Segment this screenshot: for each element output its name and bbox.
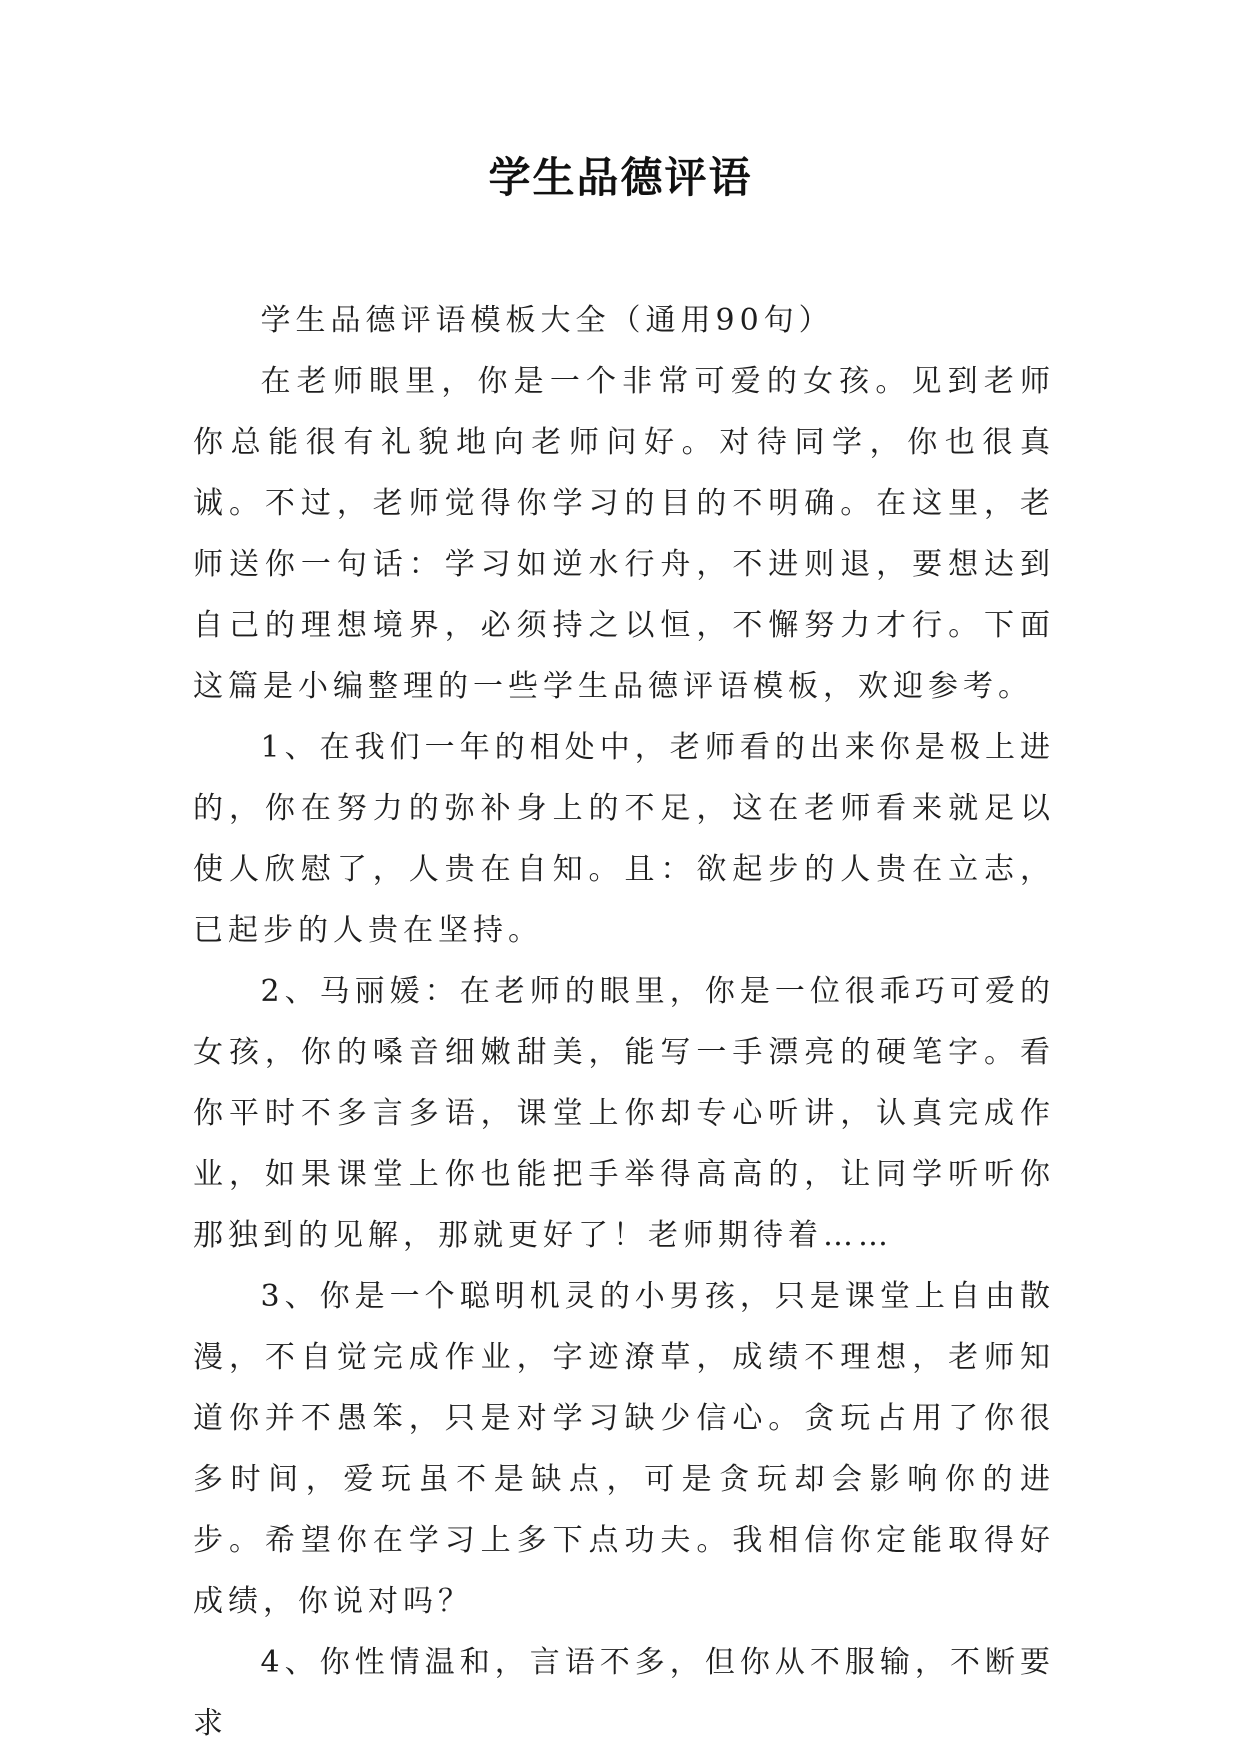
comment-paragraph-2: 2、马丽媛：在老师的眼里，你是一位很乖巧可爱的女孩，你的嗓音细嫩甜美，能写一手漂亮的硬笔字。看你平时不多言多语，课堂上你却专心听讲，认真完成作业，如果课堂上你也能把手举得高高的，让同学听听你那独到的见解，那就更好了！老师期待着…… <box>193 974 1055 1253</box>
document-body <box>193 290 1055 1754</box>
document-title: 学生品德评语 <box>488 153 753 202</box>
comment-paragraph-1: 1、在我们一年的相处中，老师看的出来你是极上进的，你在努力的弥补身上的不足，这在老师看来就足以使人欣慰了，人贵在自知。且：欲起步的人贵在立志，已起步的人贵在坚持。 <box>193 730 1055 948</box>
comment-paragraph-4: 4、你性情温和，言语不多，但你从不服输，不断要求 <box>193 1645 1055 1741</box>
comment-paragraph-3: 3、你是一个聪明机灵的小男孩，只是课堂上自由散漫，不自觉完成作业，字迹潦草，成绩不理想，老师知道你并不愚笨，只是对学习缺少信心。贪玩占用了你很多时间，爱玩虽不是缺点，可是贪玩却会影响你的进步。希望你在学习上多下点功夫。我相信你定能取得好成绩，你说对吗？ <box>193 1279 1055 1619</box>
intro-paragraph: 在老师眼里，你是一个非常可爱的女孩。见到老师你总能很有礼貌地向老师问好。对待同学，你也很真诚。不过，老师觉得你学习的目的不明确。在这里，老师送你一句话：学习如逆水行舟，不进则退，要想达到自己的理想境界，必须持之以恒，不懈努力才行。下面这篇是小编整理的一些学生品德评语模板，欢迎参考。 <box>193 364 1055 704</box>
subtitle-paragraph: 学生品德评语模板大全（通用90句） <box>260 303 834 338</box>
